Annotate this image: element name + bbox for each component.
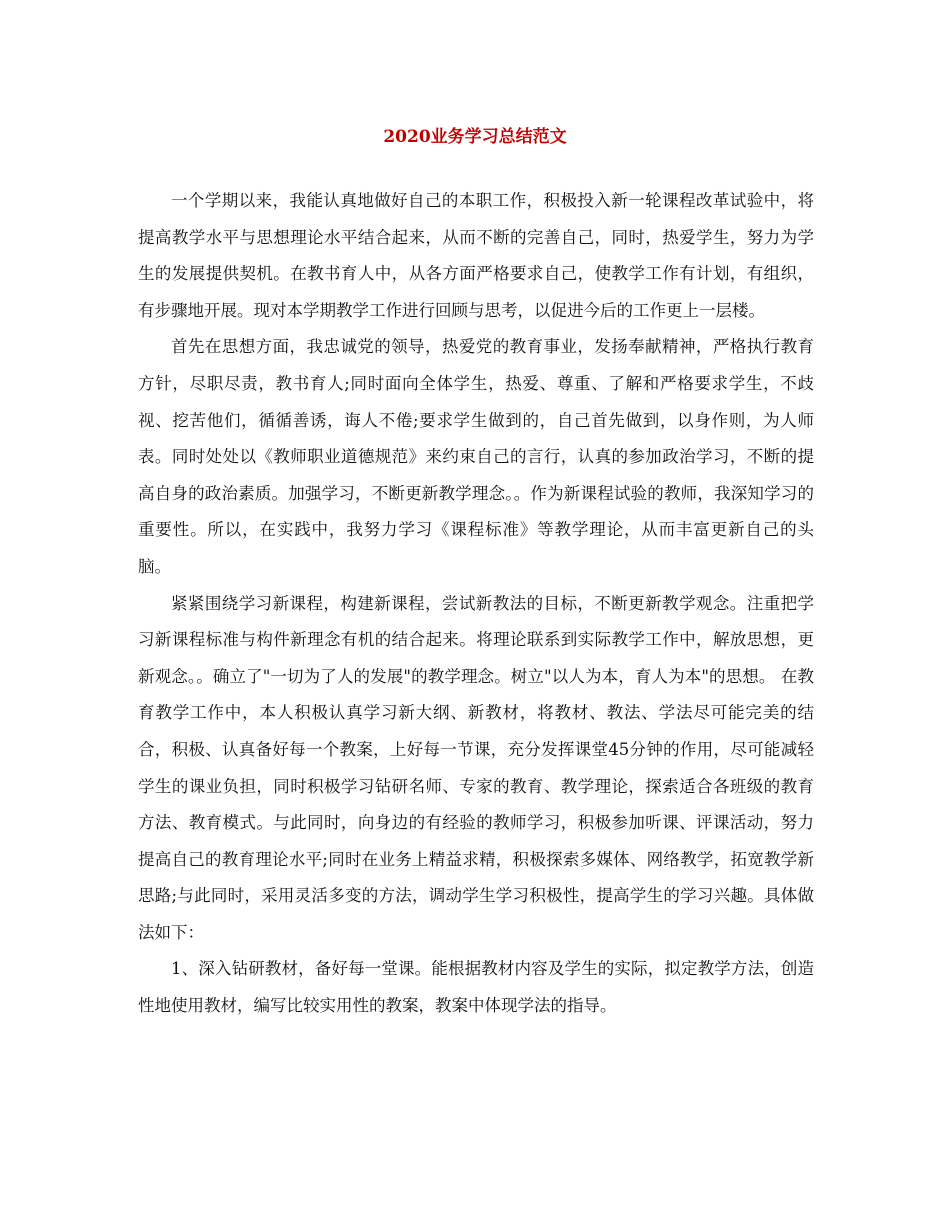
- paragraph-curriculum: 紧紧围绕学习新课程，构建新课程，尝试新教法的目标，不断更新教学观念。注重把学习新课程标准与构件新理念有机的结合起来。将理论联系到实际教学工作中，解放思想，更新观念。。确立了"一切为了人的发展"的教学理念。树立"以人为本，育人为本"的思想。 在教育教学工作中，本人积极认真学习新大纲、新教材，将教材、教法、学法尽可能完美的结合，积极、认真备好每一个教案，上好每一节课，充分发挥课堂45分钟的作用，尽可能减轻学生的课业负担，同时积极学习钻研名师、专家的教育、教学理论，探索适合各班级的教育方法、教育模式。与此同时，向身边的有经验的教师学习，积极参加听课、评课活动，努力提高自己的教育理论水平;同时在业务上精益求精，积极探索多媒体、网络教学，拓宽教学新思路;与此同时，采用灵活多变的方法，调动学生学习积极性，提高学生的学习兴趣。具体做法如下：: [138, 593, 814, 942]
- paragraph-method-1: 1、深入钻研教材，备好每一堂课。能根据教材内容及学生的实际，拟定教学方法，创造性地使用教材，编写比较实用性的教案，教案中体现学法的指导。: [138, 959, 814, 1016]
- paragraph-thought: 首先在思想方面，我忠诚党的领导，热爱党的教育事业，发扬奉献精神，严格执行教育方针，尽职尽责，教书育人;同时面向全体学生，热爱、尊重、了解和严格要求学生，不歧视、挖苦他们，循循善诱，诲人不倦;要求学生做到的，自己首先做到，以身作则，为人师表。同时处处以《教师职业道德规范》来约束自己的言行，认真的参加政治学习，不断的提高自身的政治素质。加强学习，不断更新教学理念。。作为新课程试验的教师，我深知学习的重要性。所以，在实践中，我努力学习《课程标准》等教学理论，从而丰富更新自己的头脑。: [138, 337, 814, 576]
- paragraph-intro: 一个学期以来，我能认真地做好自己的本职工作，积极投入新一轮课程改革试验中，将提高教学水平与思想理论水平结合起来，从而不断的完善自己，同时，热爱学生，努力为学生的发展提供契机。在教书育人中，从各方面严格要求自己，使教学工作有计划，有组织，有步骤地开展。现对本学期教学工作进行回顾与思考，以促进今后的工作更上一层楼。: [138, 191, 814, 320]
- document-body: [138, 183, 814, 1025]
- document-title: 2020业务学习总结范文: [383, 127, 567, 147]
